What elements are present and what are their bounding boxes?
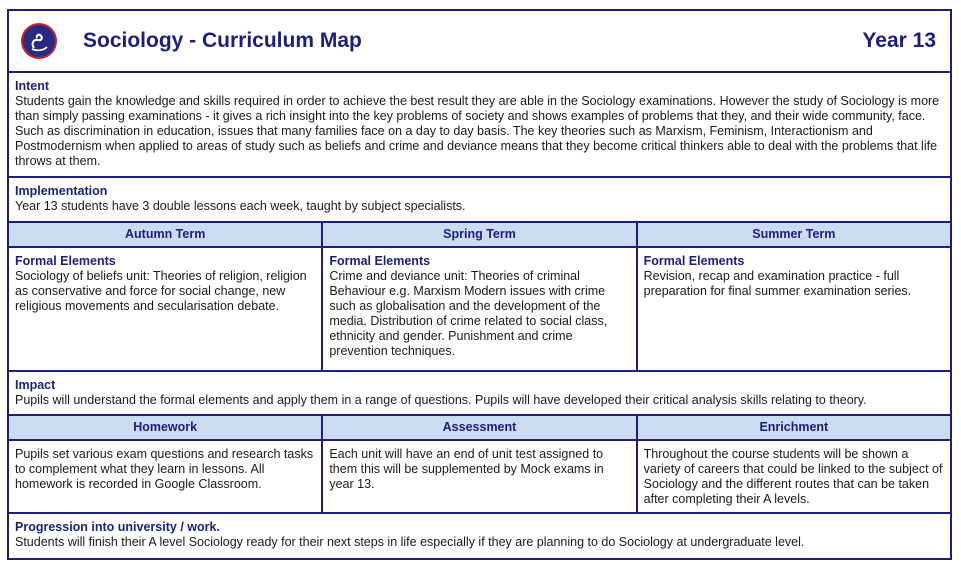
intent-section [7,71,952,178]
impact-text: Pupils will understand the formal elements and apply them in a range of questions. Pupils will have developed their critical analysis skills relating to theory. [15,393,867,407]
spring-term-text: Crime and deviance unit: Theories of criminal Behaviour e.g. Marxism Modern issues with crime such as globalisation and the development of the media. Distribution of crime related to social class, ethnicity and gender. Punishment and crime prevention techniques. [329,269,608,358]
header-bar [7,9,952,73]
intent-text: Students gain the knowledge and skills required in order to achieve the best result they are able in the Sociology examinations. However the study of Sociology is more than simply passing examinations - it gives a rich insight into the key problems of society and shows examples of problems that they, and their wide community, face. Such as discrimination in education, issues that many families face on a day to day basis. The key theories such as Marxism, Feminism, Interactionism and Postmodernism when applied to areas of study such as beliefs and crime and deviance means that they become critical thinkers able to deal with the problems that life throws at them. [15,94,940,168]
school-logo [21,23,57,59]
activities-header-row [7,414,952,441]
page-title: Sociology - Curriculum Map [83,29,362,52]
year-label: Year 13 [862,29,936,52]
progression-section [7,512,952,560]
autumn-term-header: Autumn Term [7,221,323,248]
enrichment-header: Enrichment [636,414,952,441]
progression-text: Students will finish their A level Sociology ready for their next steps in life especially if they are planning to do Sociology at undergraduate level. [15,535,805,549]
summer-term-cell [636,246,952,372]
spring-term-header: Spring Term [321,221,637,248]
autumn-formal-elements-heading: Formal Elements [15,254,116,268]
summer-term-header: Summer Term [636,221,952,248]
implementation-section [7,176,952,223]
summer-formal-elements-heading: Formal Elements [643,254,745,268]
spring-term-cell [321,246,637,372]
autumn-term-cell [7,246,323,372]
curriculum-map [7,9,952,560]
intent-heading: Intent [15,79,50,93]
implementation-heading: Implementation [15,184,108,198]
assessment-cell: Each unit will have an end of unit test assigned to them this will be supplemented by Mock exams in year 13. [321,439,637,514]
spring-formal-elements-heading: Formal Elements [329,254,431,268]
activities-content-row [7,439,952,514]
enrichment-cell: Throughout the course students will be shown a variety of careers that could be linked to the subject of Sociology and the different routes that can be taken after completing their A levels. [636,439,952,514]
impact-section [7,370,952,416]
homework-cell: Pupils set various exam questions and research tasks to complement what they learn in lessons. All homework is recorded in Google Classroom. [7,439,323,514]
swan-icon [26,28,52,54]
implementation-text: Year 13 students have 3 double lessons each week, taught by subject specialists. [15,199,466,213]
terms-content-row [7,246,952,372]
terms-header-row [7,221,952,248]
homework-header: Homework [7,414,323,441]
impact-heading: Impact [15,378,56,392]
summer-term-text: Revision, recap and examination practice - full preparation for final summer examination series. [643,269,912,298]
autumn-term-text: Sociology of beliefs unit: Theories of religion, religion as conservative and force for social change, new religious movements and secularisation debate. [15,269,307,313]
assessment-header: Assessment [321,414,637,441]
progression-heading: Progression into university / work. [15,520,220,534]
